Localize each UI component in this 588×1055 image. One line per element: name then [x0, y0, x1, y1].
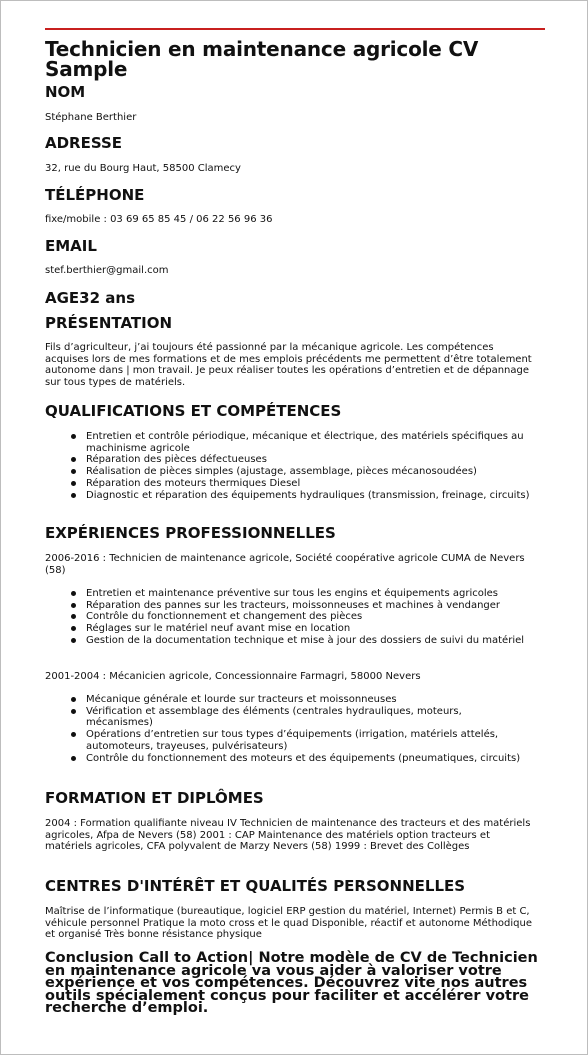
list-item: Réparation des moteurs thermiques Diesel — [71, 478, 531, 490]
list-item: Contrôle du fonctionnement des moteurs et des équipements (pneumatiques, circuits) — [71, 753, 531, 765]
list-item: Entretien et contrôle périodique, mécanique et électrique, des matériels spécifiques au machinisme agricole — [71, 431, 531, 454]
title-accent-line — [45, 28, 545, 30]
qualifications-list — [71, 431, 531, 501]
page-title: Technicien en maintenance agricole CV Sample — [45, 37, 479, 81]
job2-list — [71, 694, 531, 764]
list-item: Réparation des pièces défectueuses — [71, 454, 531, 466]
list-item: Réalisation de pièces simples (ajustage, assemblage, pièces mécanosoudées) — [71, 466, 531, 478]
adresse-heading: ADRESSE — [45, 134, 123, 152]
list-item: Gestion de la documentation technique et mise à jour des dossiers de suivi du matériel — [71, 635, 531, 647]
conclusion-call-to-action: Conclusion Call to Action| Notre modèle de CV de Technicien en maintenance agricole va vous aider à valoriser votre expérience et vos compétences. Découvrez vite nos autres outils spécialement conçus pour faciliter et accélérer votre recherche d’emploi. — [45, 950, 538, 1016]
list-item: Entretien et maintenance préventive sur tous les engins et équipements agricoles — [71, 588, 531, 600]
qualifications-heading: QUALIFICATIONS ET COMPÉTENCES — [45, 402, 342, 420]
job2-title: 2001-2004 : Mécanicien agricole, Concessionnaire Farmagri, 58000 Nevers — [45, 671, 421, 682]
list-item: Vérification et assemblage des éléments (centrales hydrauliques, moteurs, mécanismes) — [71, 706, 531, 729]
nom-value: Stéphane Berthier — [45, 112, 137, 123]
list-item: Mécanique générale et lourde sur tracteurs et moissonneuses — [71, 694, 531, 706]
list-item: Opérations d’entretien sur tous types d’équipements (irrigation, matériels attelés, automoteurs, trayeuses, pulvérisateurs) — [71, 729, 531, 752]
list-item: Réglages sur le matériel neuf avant mise en location — [71, 623, 531, 635]
experiences-heading: EXPÉRIENCES PROFESSIONNELLES — [45, 524, 336, 542]
email-value: stef.berthier@gmail.com — [45, 265, 169, 276]
list-item: Contrôle du fonctionnement et changement des pièces — [71, 611, 531, 623]
presentation-text: Fils d’agriculteur, j’ai toujours été passionné par la mécanique agricole. Les compétences acquises lors de mes formations et de mes emplois précédents me permettent d’être totalement autonome dans | mon travail. Je peux réaliser toutes les opérations d’entretien et de dépannage sur tous types de matériels. — [45, 342, 532, 388]
formation-heading: FORMATION ET DIPLÔMES — [45, 789, 264, 807]
job1-list — [71, 588, 531, 647]
presentation-heading: PRÉSENTATION — [45, 314, 173, 332]
list-item: Réparation des pannes sur les tracteurs, moissonneuses et machines à vendanger — [71, 600, 531, 612]
list-item: Diagnostic et réparation des équipements hydrauliques (transmission, freinage, circuits) — [71, 490, 531, 502]
telephone-heading: TÉLÉPHONE — [45, 186, 145, 204]
job1-title: 2006-2016 : Technicien de maintenance agricole, Société coopérative agricole CUMA de Nevers (58) — [45, 553, 525, 576]
adresse-value: 32, rue du Bourg Haut, 58500 Clamecy — [45, 163, 241, 174]
age-heading: AGE32 ans — [45, 289, 135, 307]
nom-heading: NOM — [45, 83, 86, 101]
telephone-value: fixe/mobile : 03 69 65 85 45 / 06 22 56 96 36 — [45, 214, 273, 225]
email-heading: EMAIL — [45, 237, 97, 255]
formation-text: 2004 : Formation qualifiante niveau IV Technicien de maintenance des tracteurs et des matériels agricoles, Afpa de Nevers (58) 2001 : CAP Maintenance des matériels option tracteurs et matériels agricoles, CFA polyvalent de Marzy Nevers (58) 1999 : Brevet des Collèges — [45, 818, 531, 852]
interets-text: Maîtrise de l’informatique (bureautique, logiciel ERP gestion du matériel, Internet) Permis B et C, véhicule personnel Pratique la moto cross et le quad Disponible, réactif et autonome Méthodique et organisé Très bonne résistance physique — [45, 906, 533, 940]
interets-heading: CENTRES D'INTÉRÊT ET QUALITÉS PERSONNELLES — [45, 877, 466, 895]
